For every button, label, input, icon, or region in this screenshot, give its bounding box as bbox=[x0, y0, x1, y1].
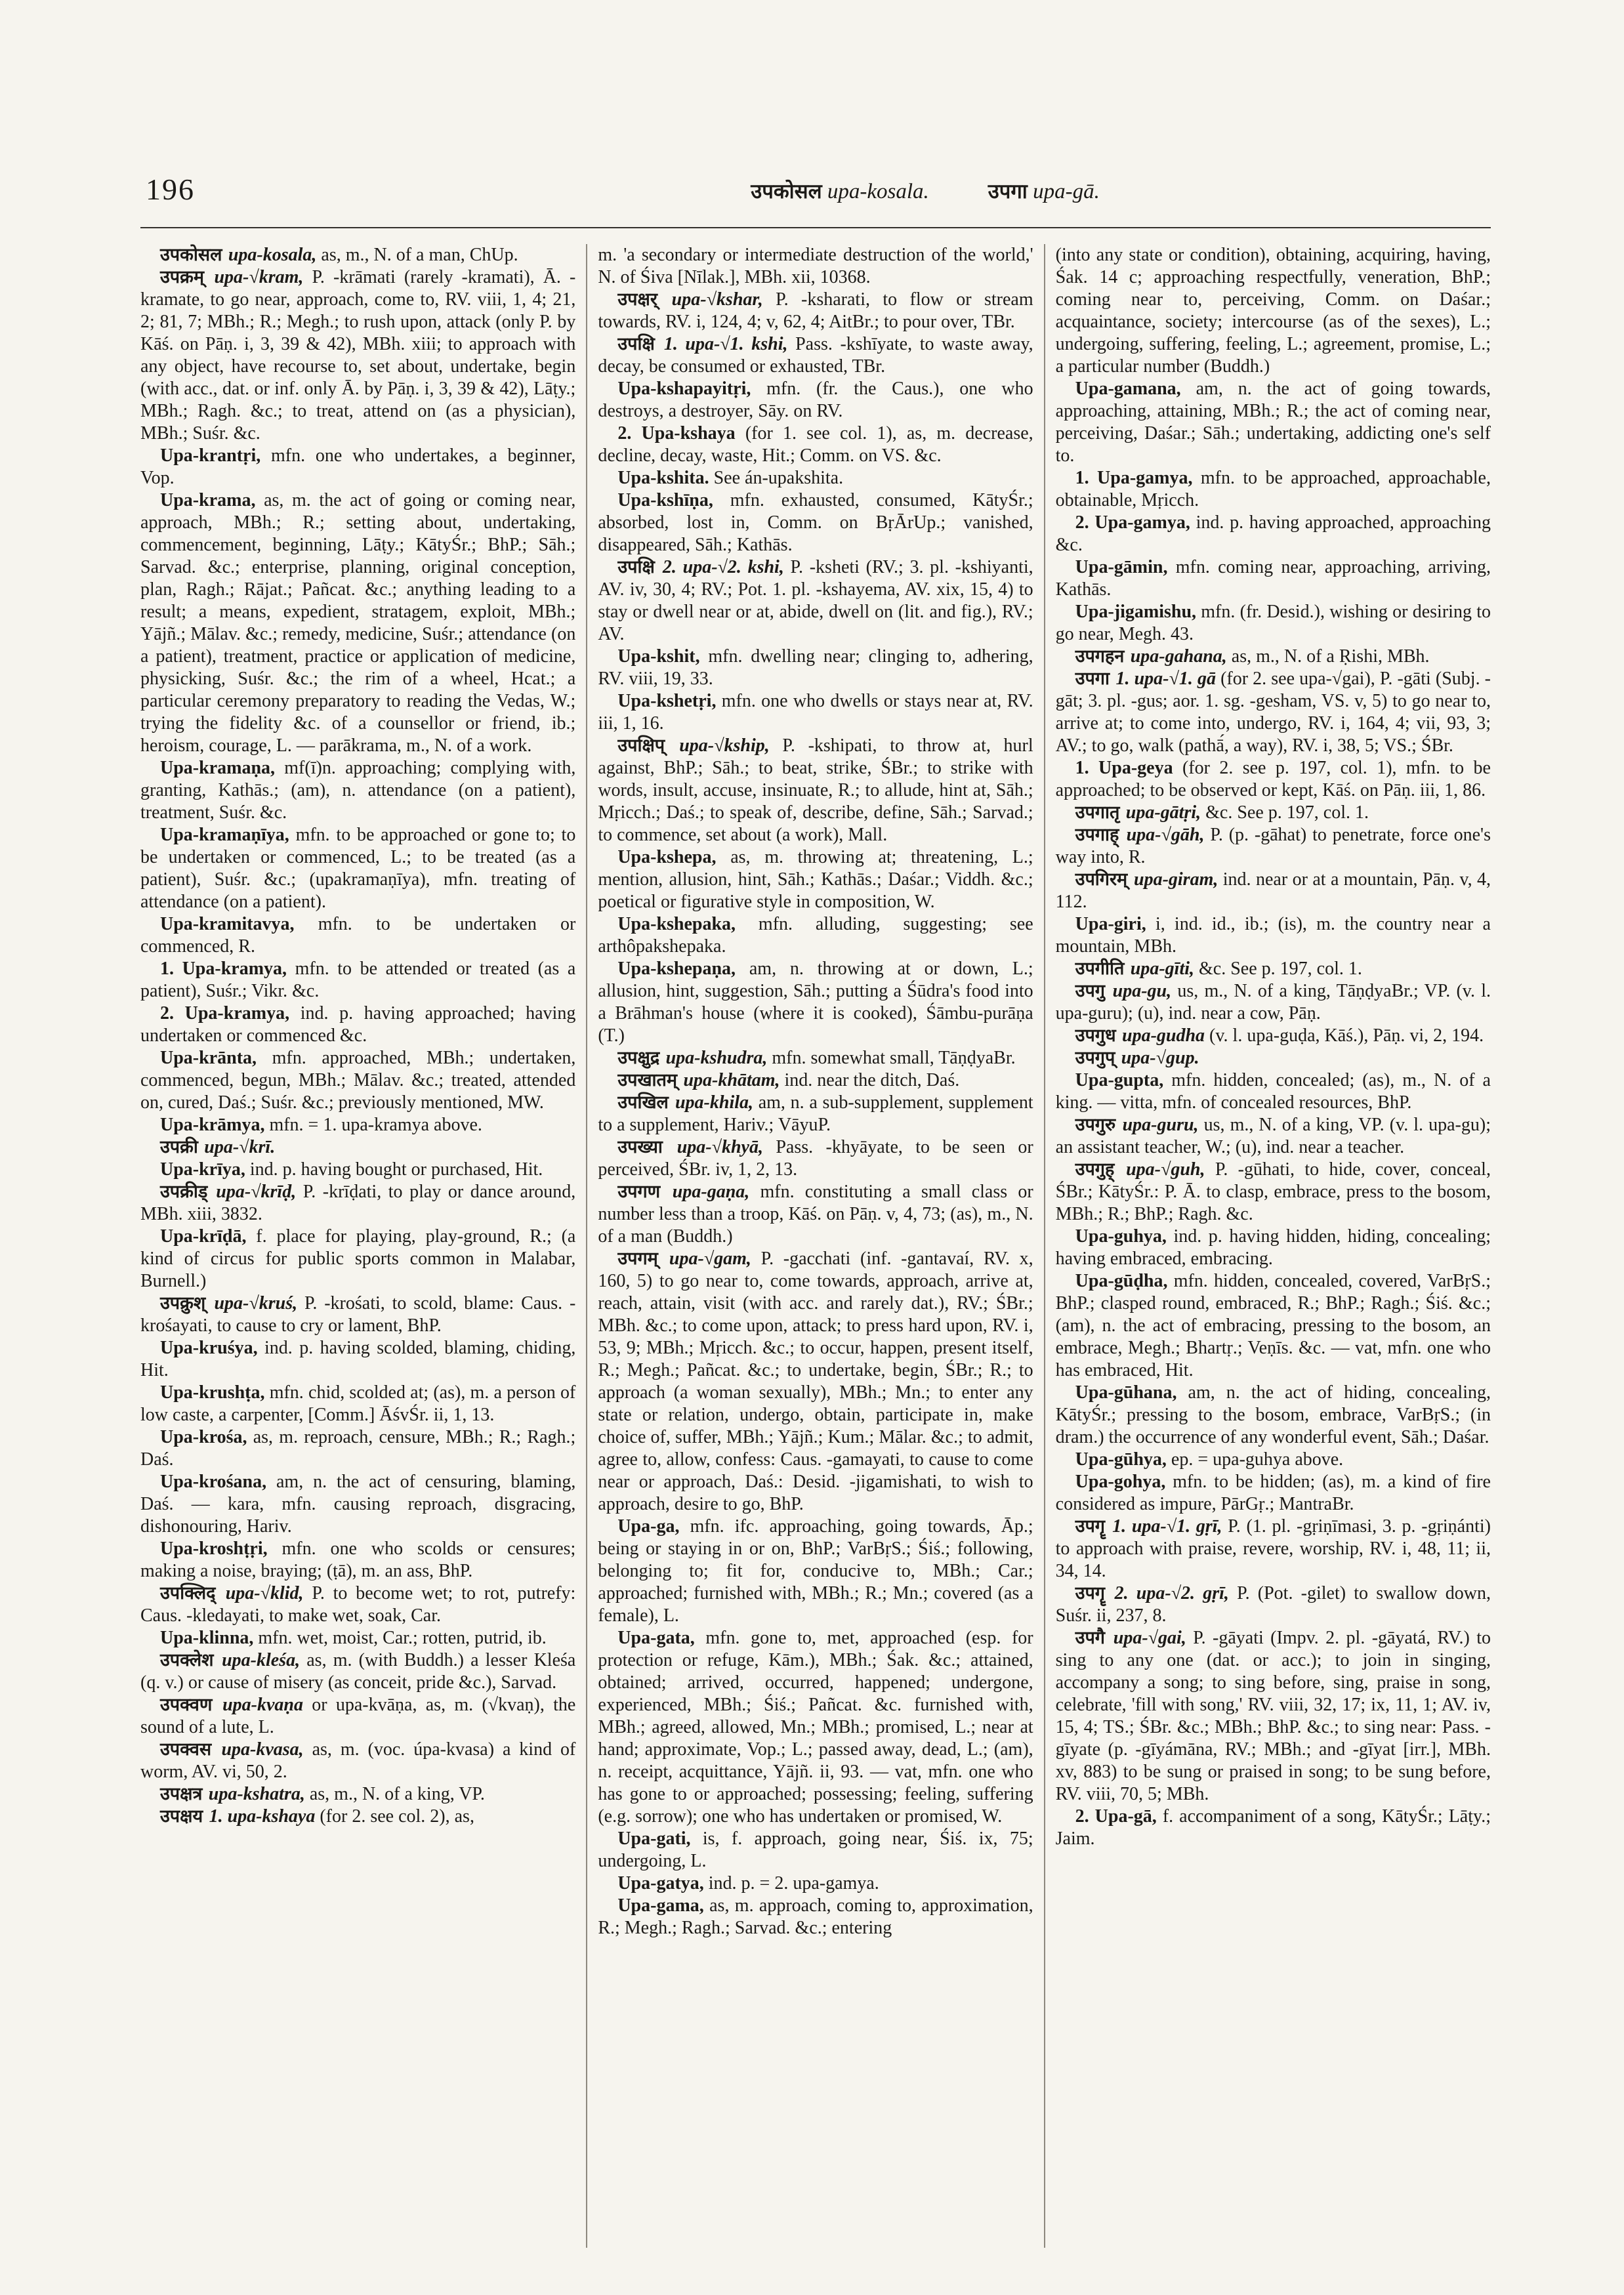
header-rule bbox=[140, 227, 1491, 228]
dictionary-entry-main: उपगातृ upa-gātṛi, &c. See p. 197, col. 1. bbox=[1075, 802, 1369, 823]
headword-transliteration: Upa-gati, bbox=[617, 1829, 703, 1849]
headword-transliteration: upa-kleśa, bbox=[222, 1650, 307, 1670]
dictionary-entry-sub: Upa-gatya, ind. p. = 2. upa-gamya. bbox=[617, 1873, 879, 1893]
dictionary-entry-main bbox=[1056, 1047, 1491, 1069]
headword-devanagari: उपगा bbox=[1075, 669, 1116, 689]
headword-transliteration: upa-√kram, bbox=[214, 267, 312, 287]
headword-transliteration: upa-√kruś, bbox=[214, 1293, 304, 1313]
dictionary-entry-main: उपगाह् upa-√gāh, P. (p. -gāhat) to penetrate, force one's way into, R. bbox=[1055, 825, 1491, 867]
dictionary-entry-sub: 2. Upa-kramya, ind. p. having approached; having undertaken or commenced &c. bbox=[140, 1003, 576, 1046]
headword-devanagari: उपगातृ bbox=[1075, 802, 1126, 823]
dictionary-entry-sub: Upa-gama, as, m. approach, coming to, approximation, R.; Megh.; Ragh.; Sarvad. &c.; entering bbox=[598, 1895, 1033, 1938]
dictionary-entry-sub: Upa-gamana, am, n. the act of going towards, approaching, attaining, MBh.; R.; the act of coming near, perceiving, Daśar.; Sāh.; undertaking, addicting one's self to. bbox=[1055, 379, 1491, 466]
dictionary-entry-main: उपक्षय 1. upa-kshaya (for 2. see col. 2), as, bbox=[160, 1806, 474, 1827]
headword-transliteration: Upa-gupta, bbox=[1075, 1070, 1172, 1090]
headword-transliteration: upa-gudha bbox=[1122, 1025, 1210, 1046]
dictionary-column-1 bbox=[140, 244, 586, 2248]
dictionary-entry-main: उपक्लेश upa-kleśa, as, m. (with Buddh.) a lesser Kleśa (q. v.) or cause of misery (as conceit, pride &c.), Sarvad. bbox=[140, 1650, 576, 1693]
dictionary-entry-main: उपक्वण upa-kvaṇa or upa-kvāṇa, as, m. (√kvaṇ), the sound of a lute, L. bbox=[140, 1695, 576, 1737]
dictionary-entry-sub: Upa-kshita. See án-upakshita. bbox=[617, 468, 844, 488]
dictionary-column-3 bbox=[1045, 244, 1491, 2248]
headword-transliteration: Upa-gāmin, bbox=[1075, 557, 1176, 577]
dictionary-entry-main: उपख्या upa-√khyā, Pass. -khyāyate, to be seen or perceived, ŚBr. iv, 1, 2, 13. bbox=[598, 1137, 1033, 1180]
headword-transliteration: upa-√krīḍ, bbox=[216, 1182, 303, 1202]
page-number: 196 bbox=[146, 173, 195, 206]
headword-transliteration: upa-√khyā, bbox=[677, 1137, 776, 1157]
dictionary-entry-main: उपखातम् upa-khātam, ind. near the ditch, Daś. bbox=[617, 1070, 960, 1090]
headword-devanagari: उपगुध bbox=[1075, 1025, 1122, 1046]
dictionary-entry-sub: Upa-kramaṇīya, mfn. to be approached or gone to; to be undertaken or commenced, L.; to be treated (as a patient), Suśr. &c.; (upakramaṇīya), mfn. treating of attendance (on a patient). bbox=[140, 825, 576, 912]
headword-devanagari: उपक्षत्र bbox=[160, 1784, 209, 1804]
headword-transliteration: upa-√kshar, bbox=[671, 289, 776, 310]
headword-transliteration: upa-kshatra, bbox=[208, 1784, 310, 1804]
columns-container bbox=[140, 244, 1491, 2248]
dictionary-entry-main: उपगुध upa-gudha (v. l. upa-guḍa, Kāś.), Pāṇ. vi, 2, 194. bbox=[1075, 1025, 1484, 1046]
headword-devanagari: उपगिरम् bbox=[1075, 869, 1134, 890]
dictionary-entry-main: उपक्षर् upa-√kshar, P. -ksharati, to flow or stream towards, RV. i, 124, 4; v, 62, 4; AitBr.; to pour over, TBr. bbox=[598, 289, 1033, 332]
headword-transliteration: 2. Upa-kramya, bbox=[160, 1003, 301, 1023]
dictionary-entry-sub: 1. Upa-kramya, mfn. to be attended or treated (as a patient), Suśr.; Vikr. &c. bbox=[140, 959, 576, 1001]
dictionary-entry-sub: 1. Upa-geya (for 2. see p. 197, col. 1), mfn. to be approached; to be observed or kept, Kāś. on Pāṇ. iii, 1, 86. bbox=[1055, 758, 1491, 800]
headword-transliteration: Upa-gohya, bbox=[1075, 1472, 1173, 1492]
headword-devanagari: उपकोसल bbox=[160, 245, 228, 265]
dictionary-entry-sub: Upa-ga, mfn. ifc. approaching, going towards, Āp.; being or staying in or on, BhP.; VarBṛS.; Śiś.; following, belonging to; fit for, conducive to, MBh.; Car.; approached; furnished with, MBh.; R.; Mn.; covered (as a female), L. bbox=[598, 1516, 1033, 1626]
headword-transliteration: upa-kvasa, bbox=[221, 1739, 312, 1760]
dictionary-entry-main: उपक्रम् upa-√kram, P. -krāmati (rarely -kramati), Ā. -kramate, to go near, approach, come to, RV. viii, 1, 4; 21, 2; 81, 7; MBh.; R.; Megh.; to rush upon, attack (only P. by Kāś. on Pāṇ. i, 3, 39 & 42), MBh. xiii; to approach with any object, have recourse to, set about, undertake, begin (with acc., dat. or inf. only Ā. by Pāṇ. i, 3, 39 & 42), Lāṭy.; MBh.; Ragh. &c.; to treat, attend on (as a physician), MBh.; Suśr. &c. bbox=[140, 267, 576, 444]
headword-transliteration: 2. upa-√2. kshi, bbox=[662, 557, 791, 577]
dictionary-entry-sub: Upa-krīya, ind. p. having bought or purchased, Hit. bbox=[160, 1159, 543, 1180]
headword-devanagari: उपगहन bbox=[1075, 646, 1131, 667]
headword-transliteration: upa-giram, bbox=[1134, 869, 1223, 890]
headword-transliteration: Upa-gatya, bbox=[617, 1873, 709, 1893]
dictionary-entry-sub: Upa-gūhana, am, n. the act of hiding, concealing, KātyŚr.; pressing to the bosom, embrace, VarBṛS.; (in dram.) the occurrence of any wonderful event, Sāh.; Daśar. bbox=[1055, 1382, 1491, 1447]
headword-transliteration: upa-√gup. bbox=[1121, 1048, 1199, 1068]
headword-transliteration: Upa-gama, bbox=[617, 1895, 710, 1916]
dictionary-entry-main: उपगा 1. upa-√1. gā (for 2. see upa-√gai), P. -gāti (Subj. -gāt; 3. pl. -gus; aor. 1. sg. -gesham, VS. v, 5) to go near to, arrive at; to come into, undergo, RV. i, 164, 4; vii, 93, 3; AV.; to go, walk (pathā́, a way), RV. i, 38, 5; VS.; ŚBr. bbox=[1055, 669, 1491, 756]
headword-transliteration: 1. Upa-kramya, bbox=[160, 959, 295, 979]
dictionary-entry-main: उपगु upa-gu, us, m., N. of a king, TāṇḍyaBr.; VP. (v. l. upa-guru); (u), ind. near a cow, Pāṇ. bbox=[1055, 981, 1491, 1023]
headword-transliteration: 2. Upa-gā, bbox=[1075, 1806, 1163, 1827]
headword-devanagari: उपगॄ bbox=[1075, 1516, 1113, 1537]
headword-transliteration: Upa-gūhya, bbox=[1075, 1449, 1171, 1470]
headword-transliteration: upa-√gāh, bbox=[1126, 825, 1211, 845]
dictionary-entry-sub: Upa-krantṛi, mfn. one who undertakes, a beginner, Vop. bbox=[140, 445, 576, 488]
headword-transliteration: upa-gīti, bbox=[1130, 959, 1199, 979]
dictionary-entry-sub: Upa-kshepaka, mfn. alluding, suggesting; see arthôpakshepaka. bbox=[598, 914, 1033, 957]
dictionary-entry-main: उपक्रुश् upa-√kruś, P. -krośati, to scold, blame: Caus. -krośayati, to cause to cry or lament, BhP. bbox=[140, 1293, 576, 1336]
headword-transliteration: Upa-krīya, bbox=[160, 1159, 250, 1180]
dictionary-entry-main: उपगॄ 2. upa-√2. gṛī, P. (Pot. -gilet) to swallow down, Suśr. ii, 237, 8. bbox=[1055, 1583, 1491, 1626]
headword-transliteration: 2. Upa-gamya, bbox=[1075, 512, 1196, 533]
headword-devanagari: उपक्वस bbox=[160, 1739, 222, 1760]
headword-devanagari: उपखिल bbox=[617, 1092, 675, 1113]
headword-devanagari: उपगुप् bbox=[1075, 1048, 1121, 1068]
headword-transliteration: upa-kvaṇa bbox=[222, 1695, 312, 1715]
dictionary-entry-sub: 2. Upa-gamya, ind. p. having approached, approaching &c. bbox=[1055, 512, 1491, 555]
headword-transliteration: Upa-kshepaṇa, bbox=[617, 959, 749, 979]
dictionary-entry-sub: Upa-gati, is, f. approach, going near, Śiś. ix, 75; undergoing, L. bbox=[598, 1829, 1033, 1871]
headword-transliteration: Upa-kshita. bbox=[617, 468, 714, 488]
headword-devanagari: उपक्षुद्र bbox=[617, 1048, 666, 1068]
headword-transliteration: Upa-krantṛi, bbox=[160, 445, 272, 466]
headword-transliteration: Upa-klinna, bbox=[160, 1628, 259, 1648]
headword-transliteration: Upa-krīḍā, bbox=[160, 1226, 257, 1247]
headword-devanagari: उपगॄ bbox=[1075, 1583, 1115, 1603]
dictionary-entry-main: उपगहन upa-gahana, as, m., N. of a Ṛishi, MBh. bbox=[1075, 646, 1430, 667]
dictionary-entry-main: उपक्रीड् upa-√krīḍ, P. -krīḍati, to play or dance around, MBh. xiii, 3832. bbox=[140, 1182, 576, 1224]
headword-transliteration: Upa-krośa, bbox=[160, 1427, 253, 1447]
headword-transliteration: 1. Upa-gamya, bbox=[1075, 468, 1201, 488]
dictionary-entry-sub: Upa-krośana, am, n. the act of censuring, blaming, Daś. — kara, mfn. causing reproach, disgracing, dishonouring, Hariv. bbox=[140, 1472, 576, 1537]
headword-devanagari: उपगाह् bbox=[1075, 825, 1127, 845]
headword-transliteration: Upa-kramaṇīya, bbox=[160, 825, 296, 845]
dictionary-entry-sub: Upa-kroshṭṛi, mfn. one who scolds or censures; making a noise, braying; (ṭā), m. an ass, BhP. bbox=[140, 1539, 576, 1581]
headword-transliteration: Upa-kramaṇa, bbox=[160, 758, 285, 778]
guide-word-left-transliteration: upa-kosala. bbox=[827, 180, 929, 203]
dictionary-entry-sub: 2. Upa-kshaya (for 1. see col. 1), as, m. decrease, decline, decay, waste, Hit.; Comm. on VS. &c. bbox=[598, 423, 1033, 466]
headword-transliteration: 2. upa-√2. gṛī, bbox=[1114, 1583, 1238, 1603]
headword-transliteration: upa-gaṇa, bbox=[672, 1182, 760, 1202]
dictionary-entry-main: उपगॄ 1. upa-√1. gṛī, P. (1. pl. -gṛiṇīmasi, 3. p. -gṛiṇánti) to approach with praise, revere, worship, RV. i, 48, 11; ii, 34, 14. bbox=[1055, 1516, 1491, 1581]
headword-devanagari: उपक्षि bbox=[617, 334, 664, 354]
headword-transliteration: upa-gu, bbox=[1112, 981, 1178, 1001]
dictionary-entry-sub: Upa-gohya, mfn. to be hidden; (as), m. a kind of fire considered as impure, PārGṛ.; MantraBr. bbox=[1055, 1472, 1491, 1514]
headword-transliteration: upa-√guh, bbox=[1126, 1159, 1215, 1180]
headword-transliteration: Upa-gūḍha, bbox=[1075, 1271, 1174, 1291]
headword-devanagari: उपगण bbox=[617, 1182, 673, 1202]
headword-devanagari: उपक्रुश् bbox=[160, 1293, 215, 1313]
headword-transliteration: 2. Upa-kshaya bbox=[617, 423, 745, 444]
dictionary-entry-main: उपगुरु upa-guru, us, m., N. of a king, VP. (v. l. upa-gu); an assistant teacher, W.; (u), ind. near a teacher. bbox=[1055, 1115, 1491, 1157]
dictionary-entry-sub: Upa-gūḍha, mfn. hidden, concealed, covered, VarBṛS.; BhP.; clasped round, embraced, R.; BhP.; Ragh.; Śiś. &c.; (am), n. the act of embracing, pressing to the bosom, an embrace, Megh.; Bhartṛ.; Veṇīs. &c. — vat, mfn. one who has embraced, Hit. bbox=[1055, 1271, 1491, 1380]
headword-transliteration: Upa-gūhana, bbox=[1075, 1382, 1188, 1403]
headword-devanagari: उपगम् bbox=[617, 1249, 669, 1269]
dictionary-column-2 bbox=[587, 244, 1043, 2248]
headword-transliteration: Upa-kshapayitṛi, bbox=[617, 379, 767, 399]
headword-transliteration: upa-√klid, bbox=[225, 1583, 312, 1603]
dictionary-entry-sub: Upa-kshepa, as, m. throwing at; threatening, L.; mention, allusion, hint, Sāh.; Kathās.; Daśar.; Viddh. &c.; poetical or figurative style in composition, W. bbox=[598, 847, 1033, 912]
headword-transliteration: Upa-kshepa, bbox=[617, 847, 731, 867]
headword-transliteration: Upa-gata, bbox=[617, 1628, 706, 1648]
headword-devanagari: उपखातम् bbox=[617, 1070, 684, 1090]
headword-transliteration: upa-√krī. bbox=[204, 1137, 276, 1157]
dictionary-entry-main: उपक्वस upa-kvasa, as, m. (voc. úpa-kvasa) a kind of worm, AV. vi, 50, 2. bbox=[140, 1739, 576, 1782]
headword-transliteration: upa-khila, bbox=[675, 1092, 759, 1113]
headword-transliteration: Upa-krośana, bbox=[160, 1472, 276, 1492]
headword-transliteration: Upa-kruśya, bbox=[160, 1338, 264, 1358]
guide-word-right-devanagari: उपगा bbox=[988, 180, 1028, 203]
dictionary-entry-main: उपक्षुद्र upa-kshudra, mfn. somewhat small, TāṇḍyaBr. bbox=[617, 1048, 1016, 1068]
dictionary-entry-sub: Upa-guhya, ind. p. having hidden, hiding, concealing; having embraced, embracing. bbox=[1055, 1226, 1491, 1269]
headword-transliteration: 1. upa-√1. kshi, bbox=[663, 334, 796, 354]
headword-devanagari: उपक्लिद् bbox=[160, 1583, 226, 1603]
headword-transliteration: Upa-kshepaka, bbox=[617, 914, 759, 934]
dictionary-entry-main: उपकोसल upa-kosala, as, m., N. of a man, ChUp. bbox=[160, 245, 518, 265]
dictionary-entry-main: उपगै upa-√gai, P. -gāyati (Impv. 2. pl. -gāyatá, RV.) to sing to any one (dat. or acc.); to join in singing, accompany a song; to sing before, sing, praise in song, celebrate, 'fill with song,' RV. viii, 32, 17; ix, 11, 1; AV. iv, 15, 4; TS.; ŚBr. &c.; MBh.; BhP. &c.; to sing near: Pass. -gīyate (p. -gīyámāna, RV.; MBh.; and -gīyat [irr.], MBh. xv, 883) to be sung or praised in song; to be sung before, RV. viii, 70, 5; MBh. bbox=[1055, 1628, 1491, 1804]
dictionary-entry-main: उपखिल upa-khila, am, n. a sub-supplement, supplement to a supplement, Hariv.; VāyuP. bbox=[598, 1092, 1033, 1135]
dictionary-entry-sub: Upa-giri, i, ind. id., ib.; (is), m. the country near a mountain, MBh. bbox=[1055, 914, 1491, 957]
headword-transliteration: Upa-kroshṭṛi, bbox=[160, 1539, 282, 1559]
dictionary-entry-main: उपगण upa-gaṇa, mfn. constituting a small class or number less than a troop, Kāś. on Pāṇ. v, 4, 73; (as), m., N. of a man (Buddh.) bbox=[598, 1182, 1033, 1247]
headword-devanagari: उपक्षय bbox=[160, 1806, 209, 1827]
dictionary-entry-sub: 1. Upa-gamya, mfn. to be approached, approachable, obtainable, Mṛicch. bbox=[1055, 468, 1491, 510]
headword-transliteration: Upa-krānta, bbox=[160, 1048, 272, 1068]
headword-devanagari: उपक्लेश bbox=[160, 1650, 222, 1670]
dictionary-entry-sub: Upa-gupta, mfn. hidden, concealed; (as), m., N. of a king. — vitta, mfn. of concealed resources, BhP. bbox=[1055, 1070, 1491, 1113]
headword-transliteration: 1. upa-kshaya bbox=[209, 1806, 320, 1827]
guide-word-right-transliteration: upa-gā. bbox=[1033, 180, 1100, 203]
headword-devanagari: उपक्वण bbox=[160, 1695, 223, 1715]
dictionary-entry-main: उपक्षिप् upa-√kship, P. -kshipati, to throw at, hurl against, BhP.; Sāh.; to beat, strike, ŚBr.; to strike with words, insult, accuse, insinuate, R.; to allude, hint at, Sāh.; Mṛicch.; Daś.; to speak of, describe, define, Sāh.; Sarvad.; to commence, set about (a work), Mall. bbox=[598, 735, 1033, 845]
page-header bbox=[140, 172, 1491, 214]
headword-devanagari: उपगुह् bbox=[1075, 1159, 1127, 1180]
headword-transliteration: Upa-krāmya, bbox=[160, 1115, 270, 1135]
dictionary-entry-sub: Upa-kshit, mfn. dwelling near; clinging to, adhering, RV. viii, 19, 33. bbox=[598, 646, 1033, 689]
headword-devanagari: उपक्षि bbox=[617, 557, 663, 577]
dictionary-entry-sub: Upa-krama, as, m. the act of going or coming near, approach, MBh.; R.; setting about, undertaking, commencement, beginning, Lāṭy.; KātyŚr.; BhP.; Sāh.; Sarvad. &c.; enterprise, planning, original conception, plan, Ragh.; Rājat.; Pañcat. &c.; anything leading to a result; a means, expedient, stratagem, exploit, MBh.; Yājñ.; Mālav. &c.; remedy, medicine, Suśr.; attendance (on a patient), treatment, practice or application of medicine, physicking, Suśr. &c.; the rim of a wheel, Hcat.; a particular ceremony preparatory to reading the Vedas, W.; trying the fidelity &c. of a counsellor or friend, ib.; heroism, courage, L. — parākrama, m., N. of a work. bbox=[140, 490, 576, 756]
headword-devanagari: उपगै bbox=[1075, 1628, 1114, 1648]
dictionary-entry-sub: Upa-krāmya, mfn. = 1. upa-kramya above. bbox=[160, 1115, 482, 1135]
dictionary-entry-sub: Upa-krośa, as, m. reproach, censure, MBh.; R.; Ragh.; Daś. bbox=[140, 1427, 576, 1470]
dictionary-entry-sub: Upa-kshepaṇa, am, n. throwing at or down, L.; allusion, hint, suggestion, Sāh.; putting a Śūdra's food into a Brāhman's house (where it is cooked), Śāmbu-purāṇa (T.) bbox=[598, 959, 1033, 1046]
headword-devanagari: उपगीति bbox=[1075, 959, 1131, 979]
headword-devanagari: उपक्री bbox=[160, 1137, 205, 1157]
headword-transliteration: Upa-krushṭa, bbox=[160, 1382, 270, 1403]
dictionary-entry-sub: Upa-kramitavya, mfn. to be undertaken or commenced, R. bbox=[140, 914, 576, 957]
headword-devanagari: उपक्षर् bbox=[617, 289, 672, 310]
dictionary-entry-sub: Upa-kshapayitṛi, mfn. (fr. the Caus.), one who destroys, a destroyer, Sāy. on RV. bbox=[598, 379, 1033, 421]
dictionary-entry-sub: Upa-krushṭa, mfn. chid, scolded at; (as), m. a person of low caste, a carpenter, [Comm.] ĀśvŚr. ii, 1, 13. bbox=[140, 1382, 576, 1425]
dictionary-entry-sub: Upa-kshīṇa, mfn. exhausted, consumed, KātyŚr.; absorbed, lost in, Comm. on BṛĀrUp.; vanished, disappeared, Sāh.; Kathās. bbox=[598, 490, 1033, 555]
dictionary-entry-sub: Upa-gūhya, ep. = upa-guhya above. bbox=[1075, 1449, 1344, 1470]
dictionary-entry-main: उपक्षि 2. upa-√2. kshi, P. -ksheti (RV.; 3. pl. -kshiyanti, AV. iv, 30, 4; RV.; Pot. 1. pl. -kshayema, AV. xix, 15, 4) to stay or dwell near or at, abide, dwell on (lit. and fig.), RV.; AV. bbox=[598, 557, 1033, 644]
dictionary-entry-main: उपक्लिद् upa-√klid, P. to become wet; to rot, putrefy: Caus. -kledayati, to make wet, soak, Car. bbox=[140, 1583, 576, 1626]
headword-transliteration: upa-guru, bbox=[1122, 1115, 1204, 1135]
dictionary-entry-main: उपगम् upa-√gam, P. -gacchati (inf. -gantavaí, RV. x, 160, 5) to go near to, come towards, approach, arrive at, reach, attain, visit (with acc. and rarely dat.), RV.; ŚBr.; MBh. &c.; to come upon, attack; to press hard upon, RV. i, 53, 9; MBh.; Mṛicch. &c.; to occur, happen, present itself, R.; Megh.; Pañcat. &c.; to undertake, begin, ŚBr.; R.; to approach (a woman sexually), MBh.; Mn.; to enter any state or relation, undergo, obtain, participate in, make choice of, suffer, MBh.; Yājñ.; Kum.; Mālar. &c.; to admit, agree to, allow, confess: Caus. -gamayati, to cause to come near or approach, Daś.: Desid. -jigamishati, to wish to approach, desire to go, BhP. bbox=[598, 1249, 1033, 1514]
guide-word-right bbox=[988, 177, 1100, 205]
headword-transliteration: upa-√gam, bbox=[669, 1249, 761, 1269]
dictionary-entry-main: उपक्षत्र upa-kshatra, as, m., N. of a king, VP. bbox=[160, 1784, 485, 1804]
headword-devanagari: उपक्रीड् bbox=[160, 1182, 217, 1202]
dictionary-entry-sub: 2. Upa-gā, f. accompaniment of a song, KātyŚr.; Lāṭy.; Jaim. bbox=[1055, 1806, 1491, 1849]
dictionary-entry-main: उपगीति upa-gīti, &c. See p. 197, col. 1. bbox=[1075, 959, 1362, 979]
dictionary-entry-sub: Upa-kshetṛi, mfn. one who dwells or stays near at, RV. iii, 1, 16. bbox=[598, 691, 1033, 734]
headword-transliteration: Upa-kramitavya, bbox=[160, 914, 318, 934]
headword-transliteration: Upa-guhya, bbox=[1075, 1226, 1174, 1247]
headword-transliteration: 1. upa-√1. gā bbox=[1115, 669, 1221, 689]
headword-transliteration: upa-√gai, bbox=[1113, 1628, 1194, 1648]
guide-word-left bbox=[751, 177, 929, 205]
headword-transliteration: Upa-kshit, bbox=[617, 646, 709, 667]
dictionary-entry-sub: Upa-kramaṇa, mf(ī)n. approaching; complying with, granting, Kathās.; (am), n. attendance (on a patient), treatment, Suśr. &c. bbox=[140, 758, 576, 823]
dictionary-entry-continuation: m. 'a secondary or intermediate destruction of the world,' N. of Śiva [Nīlak.], MBh. xii, 10368. bbox=[598, 245, 1033, 287]
dictionary-entry-sub: Upa-jigamishu, mfn. (fr. Desid.), wishing or desiring to go near, Megh. 43. bbox=[1055, 602, 1491, 644]
guide-word-left-devanagari: उपकोसल bbox=[751, 180, 822, 203]
headword-transliteration: upa-gahana, bbox=[1130, 646, 1232, 667]
headword-transliteration: upa-√kship, bbox=[679, 735, 783, 756]
headword-transliteration: 1. upa-√1. gṛī, bbox=[1112, 1516, 1228, 1537]
headword-transliteration: 1. Upa-geya bbox=[1075, 758, 1182, 778]
dictionary-entry-main bbox=[140, 1136, 575, 1159]
headword-devanagari: उपगुरु bbox=[1075, 1115, 1123, 1135]
dictionary-entry-sub: Upa-gata, mfn. gone to, met, approached (esp. for protection or refuge, Kām.), MBh.; Śak. &c.; attained, obtained; arrived, occurred, happened; undergone, experienced, MBh.; Śiś.; Pañcat. &c. furnished with, MBh.; agreed, allowed, Mn.; MBh.; promised, L.; near at hand; approximate, Vop.; L.; passed away, dead, L.; (am), n. receipt, acquittance, Yājñ. ii, 93. — vat, mfn. one who has gone to or approached; possessing; feeling, suffering (e.g. sorrow); one who has undertaken or promised, W. bbox=[598, 1628, 1033, 1827]
dictionary-entry-sub: Upa-krīḍā, f. place for playing, play-ground, R.; (a kind of circus for public sports common in Malabar, Burnell.) bbox=[140, 1226, 576, 1291]
headword-transliteration: upa-kosala, bbox=[228, 245, 322, 265]
headword-transliteration: upa-khātam, bbox=[683, 1070, 785, 1090]
headword-devanagari: उपक्रम् bbox=[160, 267, 215, 287]
headword-devanagari: उपख्या bbox=[617, 1137, 677, 1157]
headword-devanagari: उपगु bbox=[1075, 981, 1113, 1001]
dictionary-entry-main: उपगिरम् upa-giram, ind. near or at a mountain, Pāṇ. v, 4, 112. bbox=[1055, 869, 1491, 912]
headword-transliteration: Upa-kshīṇa, bbox=[617, 490, 730, 510]
headword-transliteration: upa-gātṛi, bbox=[1125, 802, 1206, 823]
headword-devanagari: उपक्षिप् bbox=[617, 735, 680, 756]
dictionary-entry-continuation: (into any state or condition), obtaining, acquiring, having, Śak. 14 c; approaching respectfully, veneration, BhP.; coming near to, perceiving, Comm. on Daśar.; acquaintance, society; intercourse (as of the sexes), L.; undergoing, suffering, feeling, L.; agreement, promise, L.; a particular number (Buddh.) bbox=[1055, 245, 1491, 377]
dictionary-entry-main: उपक्षि 1. upa-√1. kshi, Pass. -kshīyate, to waste away, decay, be consumed or exhausted, TBr. bbox=[598, 334, 1033, 377]
headword-transliteration: Upa-kshetṛi, bbox=[617, 691, 722, 711]
dictionary-entry-sub: Upa-kruśya, ind. p. having scolded, blaming, chiding, Hit. bbox=[140, 1338, 576, 1380]
dictionary-entry-sub: Upa-krānta, mfn. approached, MBh.; undertaken, commenced, begun, MBh.; Mālav. &c.; treated, attended on, cured, Daś.; Suśr. &c.; previously mentioned, MW. bbox=[140, 1048, 576, 1113]
dictionary-entry-sub: Upa-gāmin, mfn. coming near, approaching, arriving, Kathās. bbox=[1055, 557, 1491, 600]
dictionary-entry-sub: Upa-klinna, mfn. wet, moist, Car.; rotten, putrid, ib. bbox=[160, 1628, 547, 1648]
headword-transliteration: Upa-gamana, bbox=[1075, 379, 1196, 399]
headword-transliteration: Upa-giri, bbox=[1075, 914, 1156, 934]
headword-transliteration: Upa-ga, bbox=[617, 1516, 690, 1537]
headword-transliteration: Upa-krama, bbox=[160, 490, 264, 510]
headword-transliteration: upa-kshudra, bbox=[665, 1048, 772, 1068]
dictionary-entry-main: उपगुह् upa-√guh, P. -gūhati, to hide, cover, conceal, ŚBr.; KātyŚr.: P. Ā. to clasp, embrace, press to the bosom, MBh.; R.; BhP.; Ragh. &c. bbox=[1055, 1159, 1491, 1224]
headword-transliteration: Upa-jigamishu, bbox=[1075, 602, 1201, 622]
